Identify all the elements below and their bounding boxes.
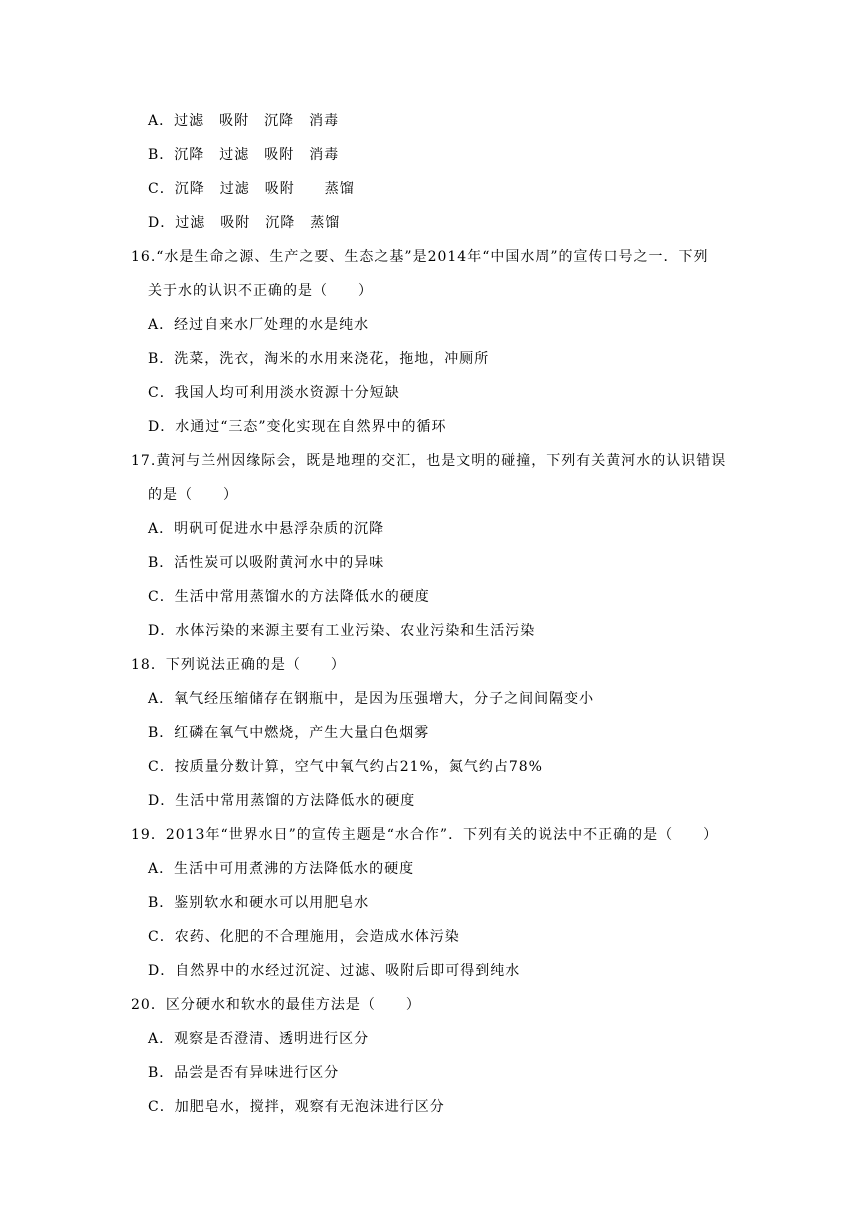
q16-option-a: A．经过自来水厂处理的水是纯水: [148, 317, 370, 333]
q17-stem-line1: 17.黄河与兰州因缘际会，既是地理的交汇，也是文明的碰撞，下列有关黄河水的认识错误: [131, 453, 727, 469]
q19-stem: 19．2013年“世界水日”的宣传主题是“水合作”．下列有关的说法中不正确的是（ ）: [131, 827, 719, 843]
q15-option-c: C．沉降 过滤 吸附 蒸馏: [148, 181, 355, 197]
q16-option-d: D．水通过“三态”变化实现在自然界中的循环: [148, 419, 447, 435]
q17-option-a: A．明矾可促进水中悬浮杂质的沉降: [148, 521, 385, 537]
q17-option-c: C．生活中常用蒸馏水的方法降低水的硬度: [148, 589, 430, 605]
q19-option-c: C．农药、化肥的不合理施用，会造成水体污染: [148, 929, 460, 945]
q17-stem-line2: 的是（ ）: [148, 487, 238, 503]
q20-option-c: C．加肥皂水，搅拌，观察有无泡沫进行区分: [148, 1099, 445, 1115]
q15-option-d: D．过滤 吸附 沉降 蒸馏: [148, 215, 341, 231]
q18-stem: 18．下列说法正确的是（ ）: [131, 657, 346, 673]
q18-option-a: A．氧气经压缩储存在钢瓶中，是因为压强增大，分子之间间隔变小: [148, 691, 595, 707]
q17-option-b: B．活性炭可以吸附黄河水中的异味: [148, 555, 385, 571]
q16-stem-line2: 关于水的认识不正确的是（ ）: [148, 283, 373, 299]
q18-option-c: C．按质量分数计算，空气中氧气约占21%，氮气约占78%: [148, 759, 543, 775]
q16-option-b: B．洗菜，洗衣，淘米的水用来浇花，拖地，冲厕所: [148, 351, 490, 367]
q16-option-c: C．我国人均可利用淡水资源十分短缺: [148, 385, 400, 401]
q20-stem: 20．区分硬水和软水的最佳方法是（ ）: [131, 997, 421, 1013]
q19-option-d: D．自然界中的水经过沉淀、过滤、吸附后即可得到纯水: [148, 963, 521, 979]
q15-option-b: B．沉降 过滤 吸附 消毒: [148, 147, 340, 163]
q19-option-b: B．鉴别软水和硬水可以用肥皂水: [148, 895, 370, 911]
q20-option-a: A．观察是否澄清、透明进行区分: [148, 1031, 370, 1047]
q17-option-d: D．水体污染的来源主要有工业污染、农业污染和生活污染: [148, 623, 536, 639]
q16-stem-line1: 16.“水是生命之源、生产之要、生态之基”是2014年“中国水周”的宣传口号之一．下列: [131, 249, 709, 265]
q19-option-a: A．生活中可用煮沸的方法降低水的硬度: [148, 861, 415, 877]
q18-option-d: D．生活中常用蒸馏的方法降低水的硬度: [148, 793, 416, 809]
q15-option-a: A．过滤 吸附 沉降 消毒: [148, 113, 340, 129]
q18-option-b: B．红磷在氧气中燃烧，产生大量白色烟雾: [148, 725, 430, 741]
q20-option-b: B．品尝是否有异味进行区分: [148, 1065, 340, 1081]
